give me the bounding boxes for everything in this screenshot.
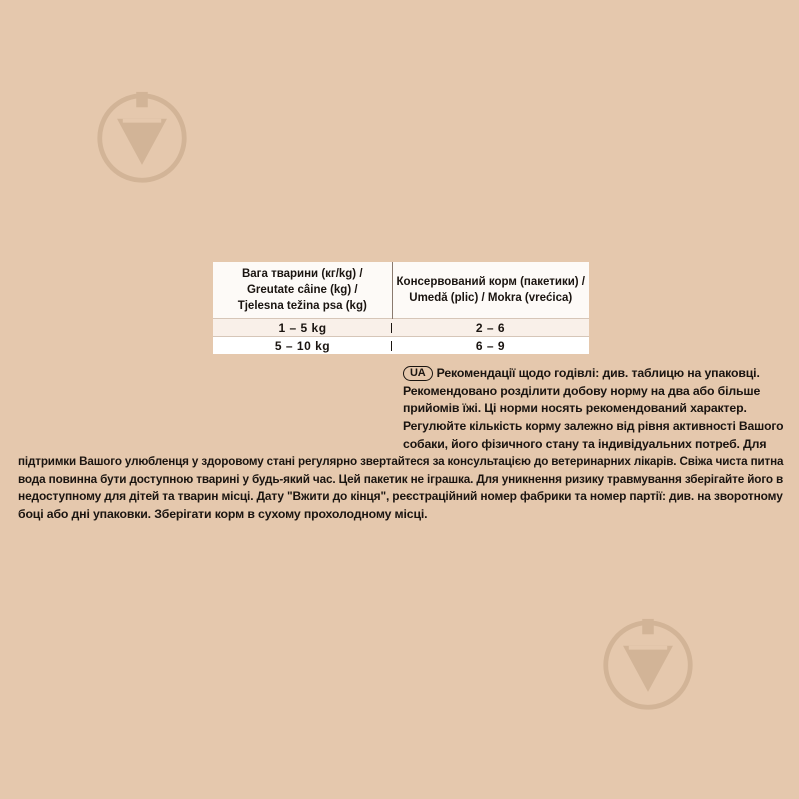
header-weight-line: Tjelesna težina psa (kg) bbox=[237, 300, 367, 312]
language-badge: UA bbox=[403, 366, 433, 381]
instruction-line: Рекомендовано розділити добову норму на два або більше bbox=[403, 383, 761, 398]
instruction-line: підтримки Вашого улюбленця у здоровому стані регулярно звертайтеся за консультацією до ветеринарних лікарів. Свіжа чиста питна bbox=[18, 454, 784, 468]
instruction-heading: Рекомендації щодо годівлі: bbox=[436, 366, 600, 380]
header-weight bbox=[213, 262, 392, 319]
table-header-row bbox=[213, 262, 589, 319]
header-weight-line: Вага тварини (кг/kg) / bbox=[241, 268, 363, 280]
watermark-pin-icon bbox=[94, 90, 190, 186]
weight-cell: 5 – 10 kg bbox=[213, 337, 392, 355]
table-row bbox=[213, 319, 589, 337]
instruction-text: див. таблицю на упаковці. bbox=[599, 366, 760, 380]
instruction-line: прийомів їжі. Ці норми носять рекомендований характер. bbox=[403, 401, 747, 416]
header-amount-line: Консервований корм (пакетики) / bbox=[396, 276, 585, 288]
table-row bbox=[213, 337, 589, 355]
instruction-line bbox=[403, 365, 760, 383]
watermark-pin-icon bbox=[600, 617, 696, 713]
header-amount bbox=[392, 262, 589, 319]
weight-cell: 1 – 5 kg bbox=[213, 319, 392, 337]
header-weight-line: Greutate câine (kg) / bbox=[246, 284, 358, 296]
instruction-line: Регулюйте кількість корму залежно від рівня активності Вашого bbox=[403, 419, 784, 434]
header-amount-line: Umedă (plic) / Mokra (vrećica) bbox=[409, 292, 573, 304]
feeding-instructions-lower bbox=[18, 453, 783, 524]
feeding-table bbox=[213, 262, 589, 354]
feeding-instructions-upper bbox=[403, 365, 783, 454]
instruction-line: вода повинна бути доступною тварині у будь-який час. Цей пакетик не іграшка. Для уникнення ризику травмування зберігайте його в bbox=[18, 471, 784, 486]
instruction-line: собаки, його фізичного стану та індивідуальних потреб. Для bbox=[403, 436, 767, 451]
instruction-line: боці або дні упаковки. Зберігати корм в сухому прохолодному місці. bbox=[18, 507, 428, 522]
instruction-line: недоступному для дітей та тварин місці. Дату "Вжити до кінця", реєстраційний номер фабрики та номер партії: див. на зворотному bbox=[18, 489, 783, 504]
amount-cell: 6 – 9 bbox=[392, 337, 589, 355]
amount-cell: 2 – 6 bbox=[392, 319, 589, 337]
